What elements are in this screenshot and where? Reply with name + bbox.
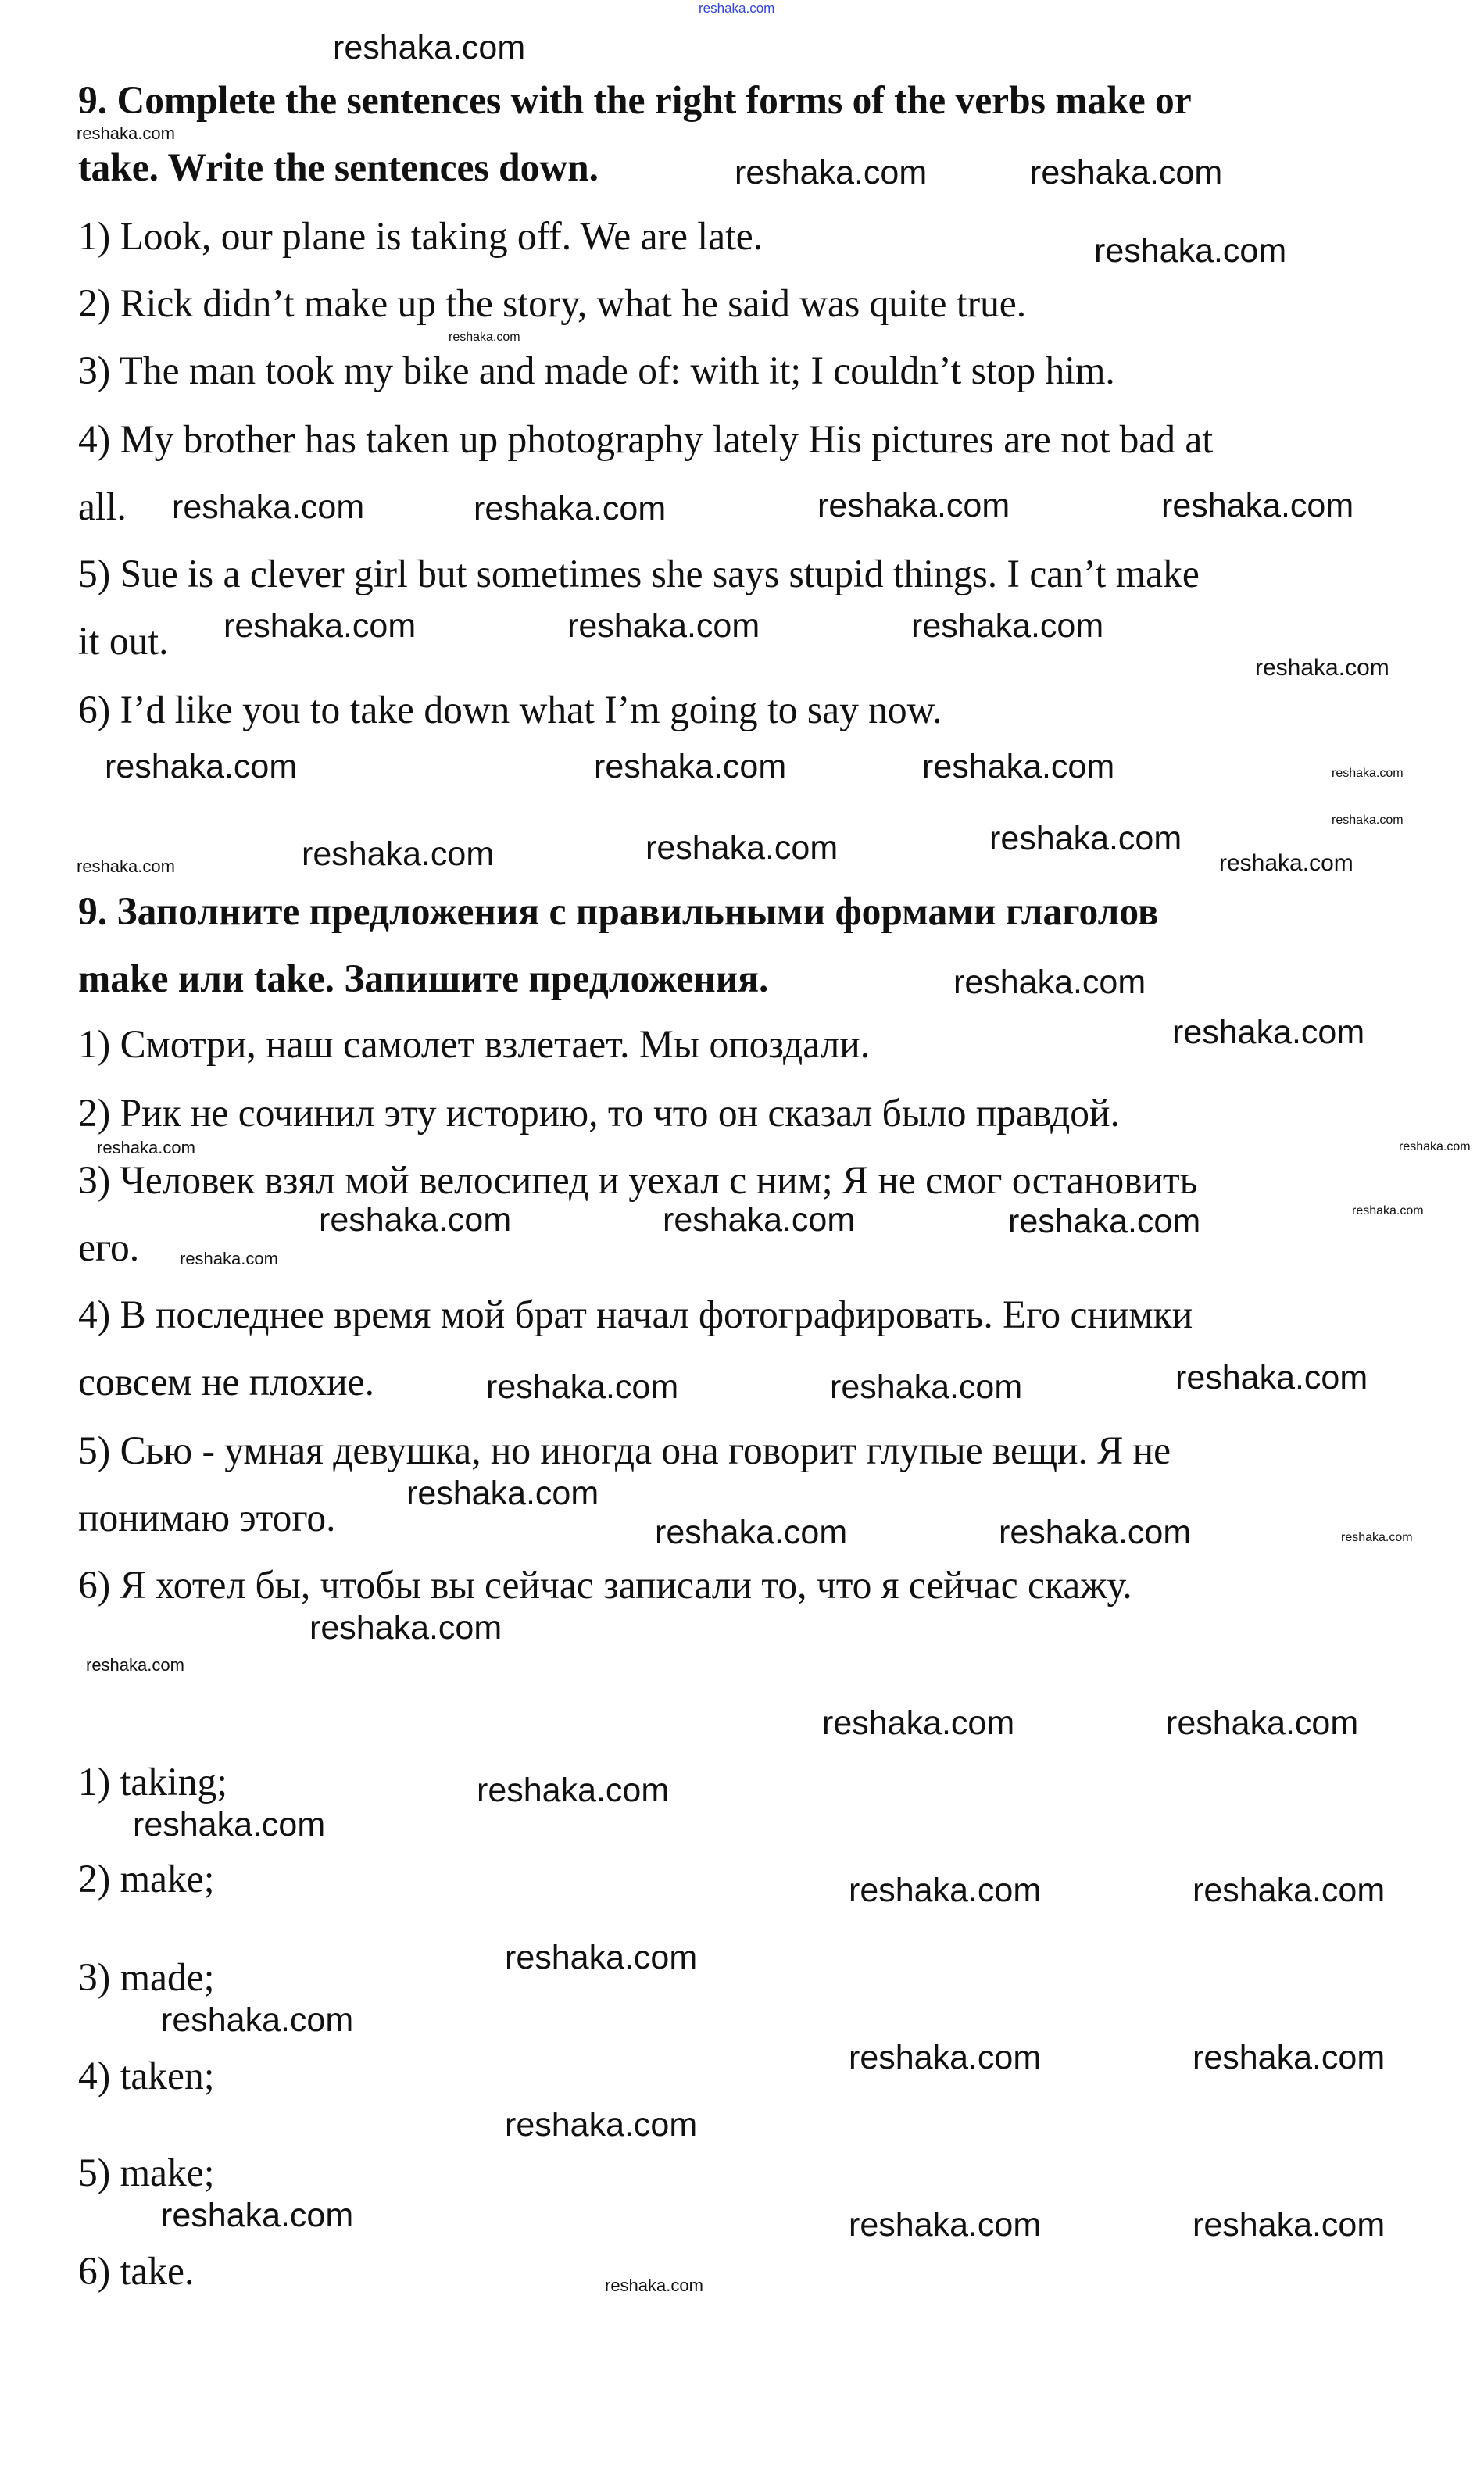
watermark: reshaka.com <box>477 1772 670 1809</box>
watermark: reshaka.com <box>302 835 495 873</box>
watermark: reshaka.com <box>1219 850 1353 876</box>
watermark: reshaka.com <box>1352 1204 1424 1218</box>
watermark: reshaka.com <box>1332 814 1404 827</box>
sentence-ru: 1) Смотри, наш самолет взлетает. Мы опоздали. <box>78 1023 871 1067</box>
watermark: reshaka.com <box>1175 1359 1368 1396</box>
watermark: reshaka.com <box>133 1806 326 1843</box>
watermark: reshaka.com <box>97 1138 195 1157</box>
sentence-ru: понимаю этого. <box>78 1497 336 1540</box>
watermark: reshaka.com <box>1341 1531 1413 1544</box>
watermark: reshaka.com <box>223 607 417 645</box>
exercise-heading-ru: 9. Заполните предложения с правильными формами глаголов <box>78 890 1159 934</box>
sentence-en: it out. <box>78 620 169 663</box>
watermark: reshaka.com <box>1193 2206 1386 2244</box>
sentence-en: 5) Sue is a clever girl but sometimes she says stupid things. I can’t make <box>78 552 1200 596</box>
watermark: reshaka.com <box>161 2001 354 2039</box>
watermark: reshaka.com <box>1172 1014 1365 1051</box>
watermark: reshaka.com <box>822 1704 1015 1742</box>
sentence-en: all. <box>78 485 127 529</box>
watermark: reshaka.com <box>172 488 365 526</box>
exercise-heading-en: 9. Complete the sentences with the right forms of the verbs make or <box>78 79 1192 123</box>
sentence-en: 4) My brother has taken up photography lately His pictures are not bad at <box>78 418 1214 462</box>
watermark: reshaka.com <box>645 829 839 867</box>
watermark: reshaka.com <box>849 2206 1042 2244</box>
answer: 2) make; <box>78 1858 215 1901</box>
watermark: reshaka.com <box>180 1249 278 1268</box>
watermark: reshaka.com <box>77 856 175 876</box>
sentence-en: 3) The man took my bike and made of: with it; I couldn’t stop him. <box>78 349 1115 393</box>
watermark: reshaka.com <box>922 748 1115 785</box>
watermark: reshaka.com <box>1399 1140 1471 1153</box>
watermark: reshaka.com <box>77 123 175 143</box>
watermark: reshaka.com <box>1008 1203 1201 1240</box>
answer: 3) made; <box>78 1956 215 2000</box>
watermark: reshaka.com <box>505 2106 698 2144</box>
watermark: reshaka.com <box>911 607 1104 645</box>
sentence-ru: совсем не плохие. <box>78 1361 374 1404</box>
sentence-en: 6) I’d like you to take down what I’m going to say now. <box>78 688 942 732</box>
sentence-ru: 6) Я хотел бы, чтобы вы сейчас записали то, что я сейчас скажу. <box>78 1564 1132 1607</box>
answer: 5) make; <box>78 2151 215 2195</box>
watermark: reshaka.com <box>817 487 1010 524</box>
watermark: reshaka.com <box>105 748 298 785</box>
watermark: reshaka.com <box>309 1609 502 1647</box>
watermark: reshaka.com <box>1030 154 1223 191</box>
exercise-heading-en: take. Write the sentences down. <box>78 146 599 190</box>
watermark: reshaka.com <box>1161 487 1354 524</box>
watermark: reshaka.com <box>86 1655 184 1675</box>
sentence-ru: 2) Рик не сочинил эту историю, то что он сказал было правдой. <box>78 1092 1120 1135</box>
watermark: reshaka.com <box>1094 232 1287 270</box>
watermark: reshaka.com <box>989 820 1182 857</box>
watermark: reshaka.com <box>1193 1872 1386 1909</box>
sentence-ru: его. <box>78 1226 140 1270</box>
watermark: reshaka.com <box>567 607 760 645</box>
exercise-heading-ru: make или take. Запишите предложения. <box>78 957 769 1001</box>
watermark: reshaka.com <box>655 1514 848 1551</box>
answer: 1) taking; <box>78 1761 227 1804</box>
watermark: reshaka.com <box>849 1872 1042 1909</box>
watermark: reshaka.com <box>474 490 667 527</box>
site-watermark-header: reshaka.com <box>699 1 775 16</box>
sentence-ru: 5) Сью - умная девушка, но иногда она говорит глупые вещи. Я не <box>78 1429 1171 1473</box>
sentence-ru: 3) Человек взял мой велосипед и уехал с ним; Я не смог остановить <box>78 1159 1198 1203</box>
watermark: reshaka.com <box>735 154 928 191</box>
watermark: reshaka.com <box>505 1939 698 1976</box>
watermark: reshaka.com <box>1255 655 1389 681</box>
watermark: reshaka.com <box>161 2197 354 2234</box>
watermark: reshaka.com <box>594 748 787 785</box>
watermark: reshaka.com <box>663 1201 856 1239</box>
watermark: reshaka.com <box>486 1368 679 1406</box>
watermark: reshaka.com <box>406 1475 599 1512</box>
watermark: reshaka.com <box>999 1514 1192 1551</box>
watermark: reshaka.com <box>849 2039 1042 2076</box>
sentence-en: 1) Look, our plane is taking off. We are late. <box>78 215 763 259</box>
answer: 4) taken; <box>78 2054 215 2098</box>
watermark: reshaka.com <box>830 1368 1023 1406</box>
watermark: reshaka.com <box>1193 2039 1386 2076</box>
watermark: reshaka.com <box>333 29 526 66</box>
answer: 6) take. <box>78 2250 195 2294</box>
sentence-en: 2) Rick didn’t make up the story, what he said was quite true. <box>78 282 1027 326</box>
watermark: reshaka.com <box>1332 767 1404 780</box>
sentence-ru: 4) В последнее время мой брат начал фотографировать. Его снимки <box>78 1293 1193 1337</box>
watermark: reshaka.com <box>319 1201 512 1239</box>
watermark: reshaka.com <box>605 2276 703 2295</box>
watermark: reshaka.com <box>449 331 520 344</box>
watermark: reshaka.com <box>1166 1704 1359 1742</box>
watermark: reshaka.com <box>953 964 1146 1001</box>
